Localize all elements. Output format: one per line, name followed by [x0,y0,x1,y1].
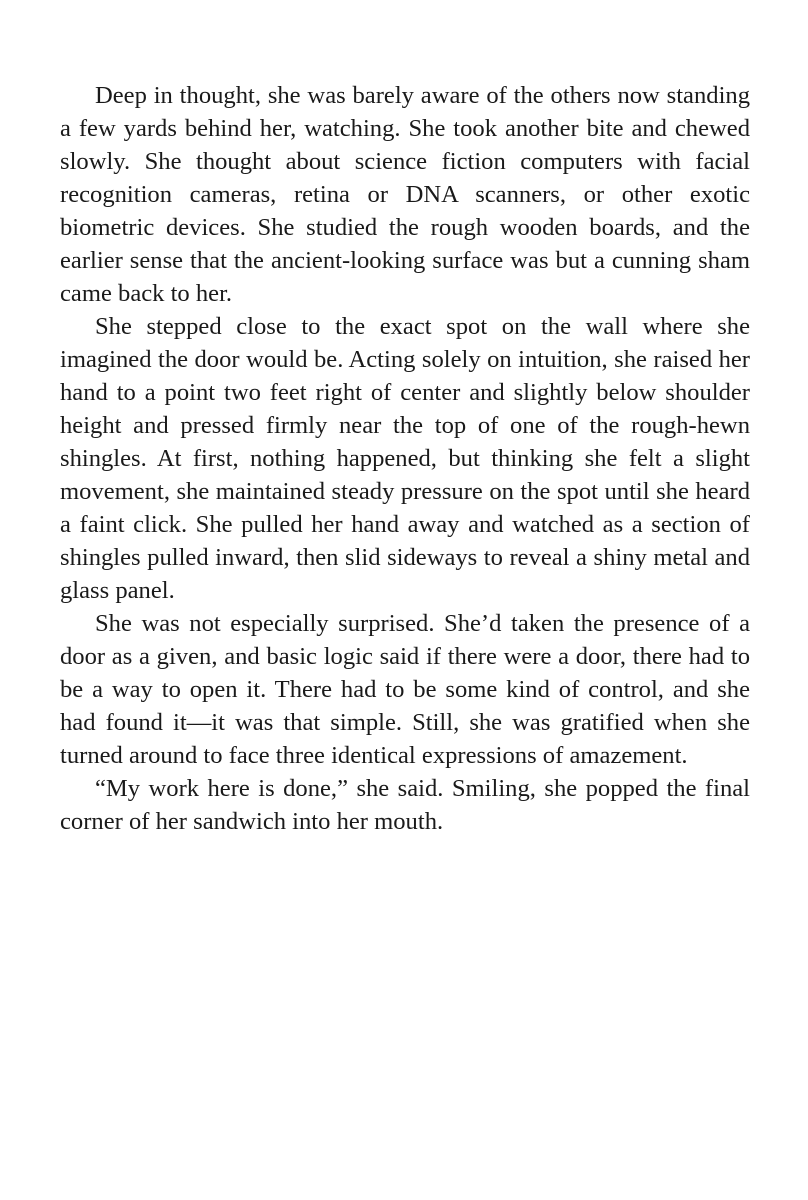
paragraph-1: Deep in thought, she was barely aware of the others now standing a few yards behind her, watching. She took another bite and chewed slowly. She thought about science fiction computers with facial recognition cameras, retina or DNA scanners, or other exotic biometric devices. She studied the rough wooden boards, and the earlier sense that the ancient-looking surface was but a cunning sham came back to her. [60,82,750,307]
paragraph-3: She was not especially surprised. She’d taken the presence of a door as a given, and basic logic said if there were a door, there had to be a way to open it. There had to be some kind of control, and she had found it—it was that simple. Still, she was gratified when she turned around to face three identical expressions of amazement. [60,610,750,769]
paragraph-4: “My work here is done,” she said. Smiling, she popped the final corner of her sandwich into her mouth. [60,775,750,835]
paragraph-2: She stepped close to the exact spot on the wall where she imagined the door would be. Acting solely on intuition, she raised her hand to a point two feet right of center and slightly below shoulder height and pressed firmly near the top of one of the rough-hewn shingles. At first, nothing happened, but thinking she felt a slight movement, she maintained steady pressure on the spot until she heard a faint click. She pulled her hand away and watched as a section of shingles pulled inward, then slid sideways to reveal a shiny metal and glass panel. [60,313,750,604]
page-body [60,79,750,838]
